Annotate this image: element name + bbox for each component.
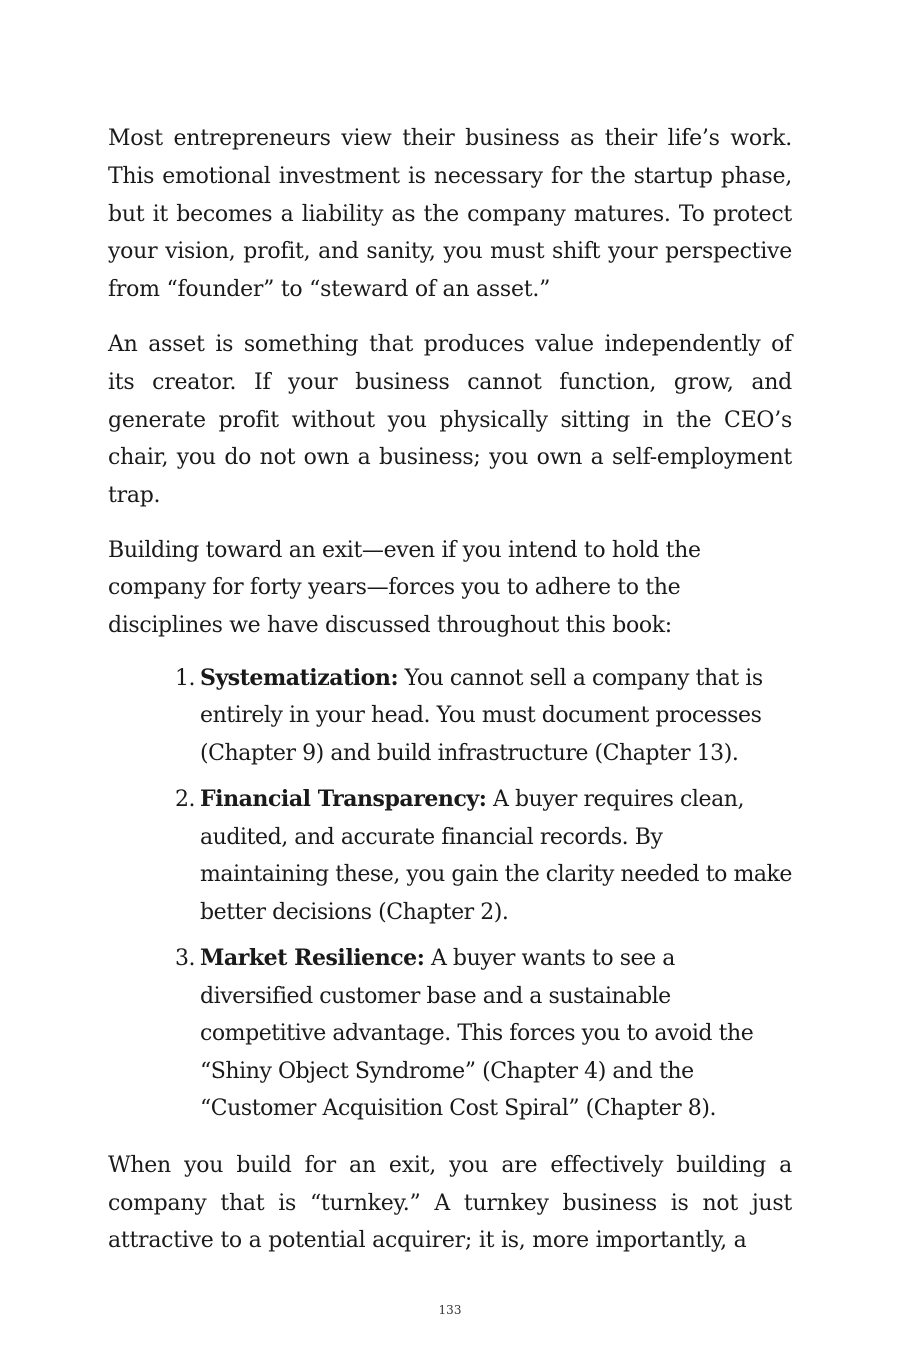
paragraph-life-work: Most entrepreneurs view their business as their life’s work. This emotional investment is necessary for the startup phase, but it becomes a liability as the company matures. To protect your vision, profit, and sanity, you must shift your perspective from “founder” to “steward of an asset.” [108, 126, 792, 303]
list-item-text: A buyer requires clean, audited, and accurate financial records. By maintaining these, you gain the clarity needed to make better decisions (Chapter 2). [200, 787, 792, 925]
list-item-market-resilience [175, 940, 792, 1128]
page-body [108, 120, 792, 1277]
list-item-title: Market Resilience: [200, 945, 425, 972]
paragraph-turnkey: When you build for an exit, you are effectively building a company that is “turnkey.” A turnkey business is not just attractive to a potential acquirer; it is, more importantly, a [108, 1152, 792, 1254]
list-item-systematization [175, 660, 792, 773]
list-item-title: Systematization: [200, 664, 399, 691]
paragraph-list-intro: Building toward an exit—even if you intend to hold the company for forty years—forces you to adhere to the disciplines we have discussed throughout this book: [108, 537, 701, 638]
list-item-number: 3. [175, 946, 196, 972]
list-item-financial-transparency [175, 781, 792, 931]
list-item-number: 1. [175, 665, 196, 691]
list-item-text: You cannot sell a company that is entirely in your head. You must document processes (Chapter 9) and build infrastructure (Chapter 13). [200, 665, 763, 766]
paragraph-asset-definition: An asset is something that produces value independently of its creator. If your business cannot function, grow, and generate profit without you physically sitting in the CEO’s chair, you do not own a business; you own a self-employment trap. [108, 331, 792, 509]
list-item-title: Financial Transparency: [200, 786, 487, 813]
discipline-list [108, 660, 792, 1128]
page-number: 133 [438, 1303, 462, 1317]
list-item-text: A buyer wants to see a diversified customer base and a sustainable competitive advantage. This forces you to avoid the “Shiny Object Syndrome” (Chapter 4) and the “Customer Acquisition Cost Spiral” (Chapter 8). [200, 946, 754, 1122]
list-item-number: 2. [175, 787, 196, 813]
